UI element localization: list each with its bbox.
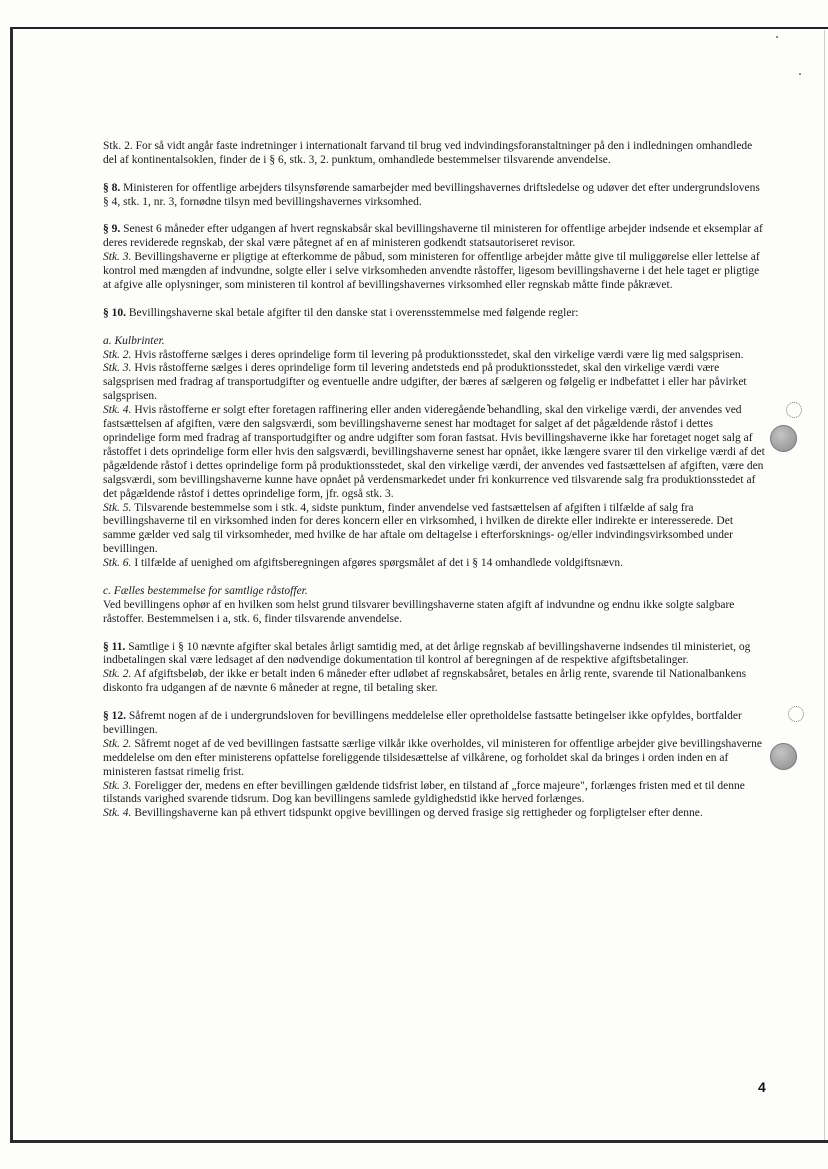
section-12-stk3 (103, 780, 765, 808)
section-9-stk3 (103, 251, 765, 293)
section-10-stk6 (103, 557, 765, 571)
stk-label: Stk. 2. (103, 668, 132, 681)
section-10-stk3 (103, 362, 765, 404)
stk-text: I tilfælde af uenighed om afgiftsberegningen afgøres spørgsmålet af det i § 14 omhandlede voldgiftsnævn. (131, 557, 624, 570)
stk-label: Stk. 2. (103, 348, 132, 361)
section-8 (103, 182, 765, 210)
stk-text: Bevillingshaverne er pligtige at efterkomme de påbud, som ministeren for offentlige arbejder måtte give til muliggørelse eller lettelse af kontrol med mængden af indvundne, solgte eller i selve virksomheden anvendte råstoffer, ligesom bevillingshaverne i det hele taget er pligtige at afgive alle oplysninger, som ministeren til kontrol af bevillingshavernes virksomhed eller regnskab måtte finde påkrævet. (103, 251, 760, 292)
stk-text: Hvis råstofferne er solgt efter foretagen raffinering eller anden videregående behandling, skal den virkelige værdi, der anvendes ved fastsættelsen af afgiften, være den salgsværdi, som bevillingshaverne senest har modtaget for salget af det pågældende råstof i dettes oprindelige form med fradrag af transportudgifter og andre udgifter som foran fastsat. Hvis bevillingshaverne ikke har foretaget noget salg af råstoffet i dets oprindelige form eller hvis den salgsværdi, bevillingshaverne senest har opnået, ikke længere svarer til den virkelige værdi af det pågældende råstof i dettes oprindelige form på produktionsstedet, skal den virkelige værdi, der anvendes ved fastsættelsen af afgiften, være den salgsværdi, som bevillingshaverne kunne have opnået på verdensmarkedet under fri konkurrence ved tilsvarende salg fra produktionsstedet af det pågældende råstof i dettes oprindelige form, jfr. også stk. 3. (103, 404, 765, 500)
section-12 (103, 710, 765, 738)
section-text: Ministeren for offentlige arbejders tilsynsførende samarbejder med bevillingshavernes driftsledelse og udøver det efter undergrundslovens § 4, stk. 1, nr. 3, fornødne tilsyn med bevillingshavernes virksomhed. (103, 181, 760, 208)
stk-label: Stk. 6. (103, 557, 132, 570)
punch-hole (770, 425, 797, 452)
scan-edge-bottom (10, 1140, 828, 1143)
section-text: Bevillingshaverne skal betale afgifter til den danske stat i overensstemmelse med følgende regler: (126, 306, 579, 319)
section-label: § 8. (103, 181, 121, 194)
stk-text: Såfremt noget af de ved bevillingen fastsatte særlige vilkår ikke overholdes, vil ministeren for offentlige arbejder give bevillingshaverne meddelelse om den efter ministerens opfattelse foreliggende tilsidesættelse af vilkårene, og forholdet skal da bringes i orden inden en af ministeren fastsat rimelig frist. (103, 737, 762, 778)
stk-text: Tilsvarende bestemmelse som i stk. 4, sidste punktum, finder anvendelse ved fastsættelsen af afgiften i tilfælde af salg fra bevillingshaverne til en virksomhed inden for deres koncern eller en virksomhed, i hvilken de direkte eller indirekte er interesserede. Det samme gælder ved salg til virksomheder, med hvilke de har aftale om deltagelse i efterforsknings- og/eller indvindingsvirksombed under bevillingen. (103, 501, 734, 556)
section-9 (103, 223, 765, 251)
subheading-kulbrinter: a. Kulbrinter. (103, 334, 165, 347)
stk-label: Stk. 3. (103, 779, 132, 792)
section-12-stk4 (103, 807, 765, 821)
paragraph-stk2: Stk. 2. For så vidt angår faste indretninger i internationalt farvand til brug ved indvindingsforanstaltninger på den i indledningen omhandlede del af kontinentalsoklen, finder de i § 6, stk. 3, 2. punktum, omhandlede bestemmelser tilsvarende anvendelse. (103, 140, 753, 166)
stk-label: Stk. 4. (103, 807, 132, 820)
scan-mark (788, 706, 804, 722)
scan-edge-top (10, 27, 828, 29)
stk-text: Af afgiftsbeløb, der ikke er betalt inden 6 måneder efter udløbet af regnskabsåret, betales en årlig rente, svarende til Nationalbankens diskonto fra udgangen af de nævnte 6 måneder at regne, til betaling sker. (103, 668, 747, 695)
section-12-stk2 (103, 738, 765, 780)
scan-edge-right (824, 30, 825, 1140)
section-10-c-text: Ved bevillingens ophør af en hvilken som helst grund tilsvarer bevillingshaverne staten afgift af indvundne og endnu ikke solgte salgbare råstoffer. Bestemmelsen i a, stk. 6, finder tilsvarende anvendelse. (103, 598, 735, 625)
scan-speck (799, 73, 801, 75)
stk-label: Stk. 2. (103, 737, 132, 750)
stk-label: Stk. 5. (103, 501, 132, 514)
stk-label: Stk. 3. (103, 251, 132, 264)
page-number: 4 (758, 1079, 766, 1095)
subheading-faelles: c. Fælles bestemmelse for samtlige råstoffer. (103, 584, 308, 597)
section-label: § 9. (103, 223, 121, 236)
section-11-stk2 (103, 668, 765, 696)
section-11 (103, 641, 765, 669)
section-label: § 10. (103, 306, 126, 319)
stk-text: Foreligger der, medens en efter bevillingen gældende tidsfrist løber, en tilstand af „force majeure", forlænges fristen med et til denne tilstands varighed svarende tidsrum. Dog kan bevillingens samlede gyldighedstid ikke herved forlænges. (103, 779, 745, 806)
section-label: § 11. (103, 640, 126, 653)
punch-hole (770, 743, 797, 770)
scan-edge-left (10, 27, 13, 1141)
stk-text: Bevillingshaverne kan på ethvert tidspunkt opgive bevillingen og derved frasige sig rettigheder og forpligtelser efter denne. (131, 807, 703, 820)
section-10 (103, 307, 765, 321)
section-label: § 12. (103, 710, 126, 723)
section-10-stk5 (103, 502, 765, 558)
document-body (103, 140, 765, 821)
stk-text: Hvis råstofferne sælges i deres oprindelige form til levering andetsteds end på produktionsstedet, skal den virkelige værdi være salgsprisen med fradrag af transportudgifter og eventuelle andre udgifter, der bæres af sælgeren og følgelig er indbefattet i eller har påvirket salgsprisen. (103, 362, 747, 403)
section-text: Såfremt nogen af de i undergrundsloven for bevillingens meddelelse eller opretholdelse fastsatte betingelser ikke opfyldes, bortfalder bevillingen. (103, 710, 742, 736)
section-10-stk2 (103, 349, 765, 363)
scan-mark (786, 402, 802, 418)
stk-text: Hvis råstofferne sælges i deres oprindelige form til levering på produktionsstedet, skal den virkelige værdi være lig med salgsprisen. (131, 348, 744, 361)
section-text: Senest 6 måneder efter udgangen af hvert regnskabsår skal bevillingshaverne til ministeren for offentlige arbejder indsende et eksemplar af deres reviderede regnskab, der skal være påtegnet af en af ministeren godkendt statsautoriseret revisor. (103, 223, 763, 250)
stk-label: Stk. 4. (103, 404, 132, 417)
section-text: Samtlige i § 10 nævnte afgifter skal betales årligt samtidig med, at det årlige regnskab af bevillingshaverne indsendes til ministeriet, og indbetalingen skal være ledsaget af den nødvendige dokumentation til kontrol af beregningen af de respektive afgiftsbetalinger. (103, 640, 751, 667)
section-10-stk4 (103, 404, 765, 501)
scan-speck (776, 36, 778, 38)
stk-label: Stk. 3. (103, 362, 132, 375)
